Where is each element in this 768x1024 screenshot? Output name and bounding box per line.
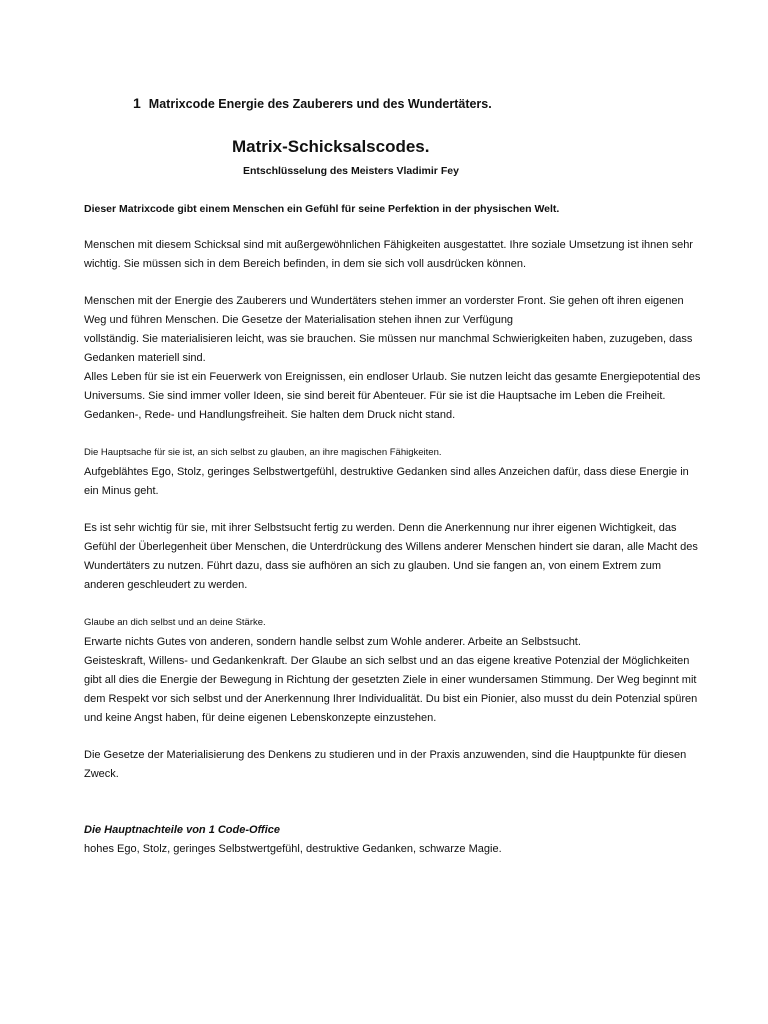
paragraph-line: Es ist sehr wichtig für sie, mit ihrer Selbstsucht fertig zu werden. Denn die Anerkennung nur ihrer eigenen Wichtigkeit, das <box>84 522 677 534</box>
paragraph-3 <box>84 463 689 501</box>
page-title: Matrix-Schicksalscodes. <box>232 137 430 156</box>
paragraph-line: dem Respekt vor sich selbst und der Anerkennung Ihrer Individualität. Du bist ein Pionier, also musst du dein Potenzial spüren <box>84 693 698 705</box>
paragraph-line: vollständig. Sie materialisieren leicht, was sie brauchen. Sie müssen nur manchmal Schwierigkeiten haben, zuzugeben, dass <box>84 333 693 345</box>
paragraph-line: Erwarte nichts Gutes von anderen, sondern handle selbst zum Wohle anderer. Arbeite an Selbstsucht. <box>84 636 581 648</box>
chapter-heading <box>133 95 492 111</box>
paragraph-4 <box>84 519 698 595</box>
paragraph-line: wichtig. Sie müssen sich in dem Bereich befinden, in dem sie sich voll ausdrücken können. <box>84 258 527 270</box>
paragraph-line: gibt all dies die Energie der Bewegung in Richtung der gesetzten Ziele in einer wundersamen Stimmung. Der Weg beginnt mit <box>84 674 697 686</box>
paragraph-line: Weg und führen Menschen. Die Gesetze der Materialisation stehen ihnen zur Verfügung <box>84 314 514 326</box>
paragraph-line: Die Gesetze der Materialisierung des Denkens zu studieren und in der Praxis anzuwenden, sind die Hauptpunkte für diesen <box>84 749 687 761</box>
drawbacks-heading: Die Hauptnachteile von 1 Code-Office <box>84 824 281 836</box>
paragraph-line: Universums. Sie sind immer voller Ideen, sie sind bereit für Abenteuer. Für sie ist die Hauptsache im Leben die Freiheit. <box>84 390 666 402</box>
paragraph-line: anderen geschleudert zu werden. <box>84 579 248 591</box>
paragraph-line: und keine Angst haben, für deine eigenen Lebenskonzepte einzustehen. <box>84 712 437 724</box>
paragraph-line: Gedanken-, Rede- und Handlungsfreiheit. Sie halten dem Druck nicht stand. <box>84 409 456 421</box>
paragraph-line: Gedanken materiell sind. <box>84 352 206 364</box>
lead-paragraph: Dieser Matrixcode gibt einem Menschen ein Gefühl für seine Perfektion in der physischen Welt. <box>84 203 560 215</box>
paragraph-line: Wundertäters zu nutzen. Führt dazu, dass sie aufhören an sich zu glauben. Und sie fangen an, von einem Extrem zum <box>84 560 662 572</box>
drawbacks-text: hohes Ego, Stolz, geringes Selbstwertgefühl, destruktive Gedanken, schwarze Magie. <box>84 843 502 855</box>
paragraph-line: Menschen mit diesem Schicksal sind mit außergewöhnlichen Fähigkeiten ausgestattet. Ihre soziale Umsetzung ist ihnen sehr <box>84 239 693 251</box>
paragraph-1 <box>84 236 693 274</box>
paragraph-line: Geisteskraft, Willens- und Gedankenkraft. Der Glaube an sich selbst und an das eigene kreative Potenzial der Möglichkeiten <box>84 655 690 667</box>
paragraph-line: Aufgeblähtes Ego, Stolz, geringes Selbstwertgefühl, destruktive Gedanken sind alles Anzeichen dafür, dass diese Energie in <box>84 466 689 478</box>
paragraph-5 <box>84 633 698 728</box>
page-subtitle: Entschlüsselung des Meisters Vladimir Fey <box>243 165 459 177</box>
paragraph-line: Gefühl der Überlegenheit über Menschen, die Unterdrückung des Willens anderer Menschen hindert sie daran, alle Macht des <box>84 541 698 553</box>
paragraph-line: Alles Leben für sie ist ein Feuerwerk von Ereignissen, ein endloser Urlaub. Sie nutzen leicht das gesamte Energiepotential des <box>84 371 701 383</box>
chapter-title: Matrixcode Energie des Zauberers und des Wundertäters. <box>148 97 492 111</box>
note-1: Die Hauptsache für sie ist, an sich selbst zu glauben, an ihre magischen Fähigkeiten. <box>84 447 442 458</box>
chapter-number: 1 <box>133 95 141 111</box>
paragraph-line: ein Minus geht. <box>84 485 159 497</box>
paragraph-line: Menschen mit der Energie des Zauberers und Wundertäters stehen immer an vorderster Front. Sie gehen oft ihren eigenen <box>84 295 684 307</box>
paragraph-line: Zweck. <box>84 768 119 780</box>
note-2: Glaube an dich selbst und an deine Stärke. <box>84 617 266 628</box>
paragraph-6 <box>84 746 689 784</box>
paragraph-2 <box>84 292 701 425</box>
